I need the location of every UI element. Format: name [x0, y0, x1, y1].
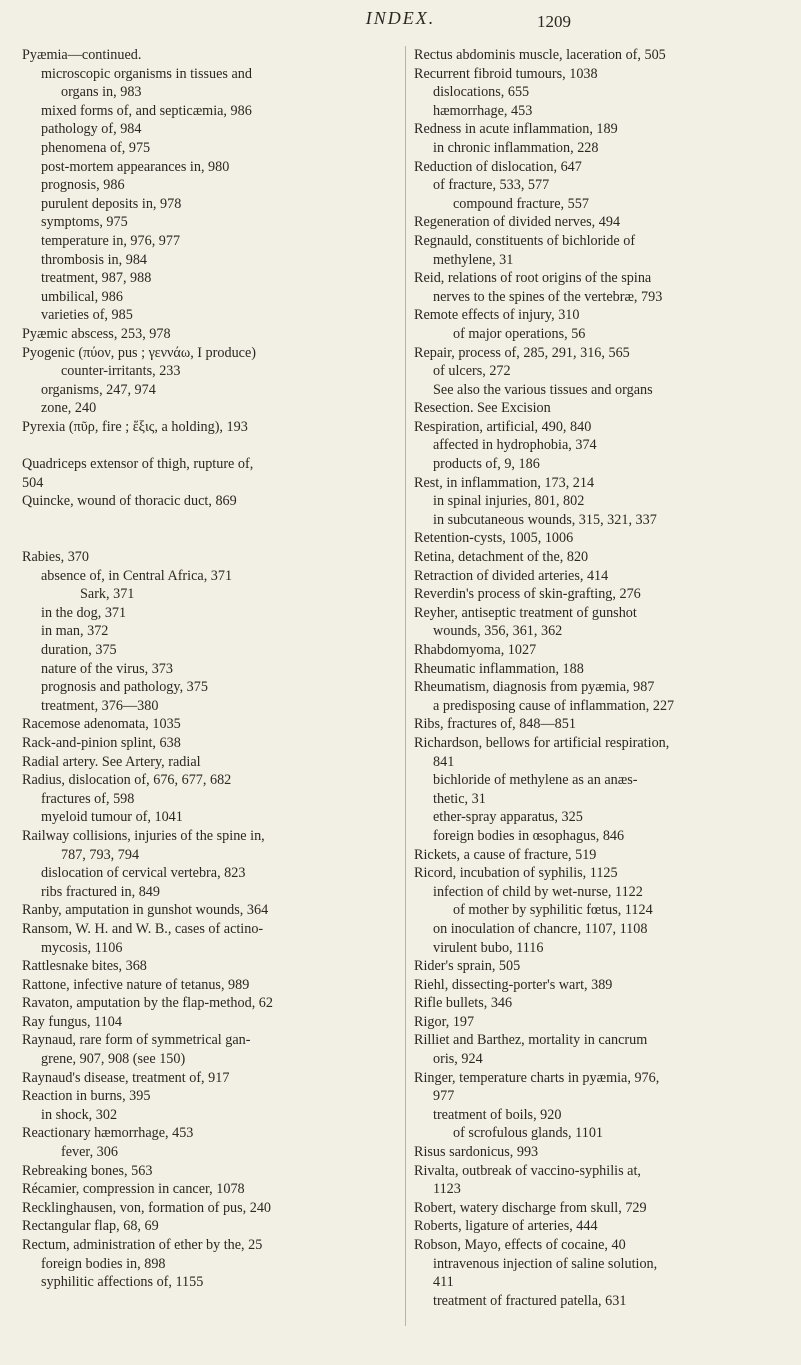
index-subentry: pathology of, 984: [41, 121, 142, 138]
index-entry: Ravaton, amputation by the flap-method, 62: [22, 995, 273, 1012]
index-subentry: of major operations, 56: [453, 325, 586, 342]
index-entry: Reid, relations of root origins of the spina: [414, 270, 652, 287]
index-entry: Robson, Mayo, effects of cocaine, 40: [414, 1237, 626, 1253]
index-subentry: myeloid tumour of, 1041: [41, 809, 183, 826]
index-subentry: symptoms, 975: [41, 214, 128, 231]
index-entry: Repair, process of, 285, 291, 316, 565: [414, 344, 630, 361]
index-subentry: wounds, 356, 361, 362: [433, 623, 563, 640]
index-subentry: varieties of, 985: [41, 307, 133, 324]
index-subentry: nature of the virus, 373: [41, 660, 173, 677]
index-subentry: in the dog, 371: [41, 604, 127, 621]
index-subentry: mixed forms of, and septicæmia, 986: [41, 102, 252, 119]
index-subentry: of fracture, 533, 577: [433, 177, 550, 194]
index-entry: Rivalta, outbreak of vaccino-syphilis at,: [414, 1162, 641, 1179]
index-entry: Rickets, a cause of fracture, 519: [414, 846, 597, 863]
index-entry: Rheumatic inflammation, 188: [414, 660, 584, 677]
index-entry: Richardson, bellows for artificial respiration,: [414, 734, 670, 751]
index-spacer: [22, 436, 400, 455]
index-entry: Rebreaking bones, 563: [22, 1162, 153, 1179]
index-subentry: in chronic inflammation, 228: [433, 139, 599, 156]
index-subentry: counter-irritants, 233: [61, 363, 181, 380]
index-entry: Recklinghausen, von, formation of pus, 240: [22, 1199, 272, 1216]
index-entry: Rattone, infective nature of tetanus, 989: [22, 976, 250, 993]
index-entry: Ray fungus, 1104: [22, 1013, 122, 1030]
index-entry: Risus sardonicus, 993: [414, 1144, 539, 1161]
index-entry: Ricord, incubation of syphilis, 1125: [414, 865, 618, 882]
index-entry: Reyher, antiseptic treatment of gunshot: [414, 604, 637, 621]
index-entry: Reverdin's process of skin-grafting, 276: [414, 586, 641, 603]
index-entry: Rheumatism, diagnosis from pyæmia, 987: [414, 679, 655, 696]
index-entry: Reduction of dislocation, 647: [414, 158, 582, 175]
running-title: INDEX.: [365, 8, 436, 28]
index-entry: Pyæmic abscess, 253, 978: [22, 325, 171, 342]
index-entry: Rider's sprain, 505: [414, 958, 521, 975]
index-subentry: zone, 240: [41, 400, 97, 417]
index-column-left: [22, 46, 400, 1292]
index-subentry: purulent deposits in, 978: [41, 195, 182, 212]
index-subentry: in subcutaneous wounds, 315, 321, 337: [433, 511, 657, 528]
index-subentry: 411: [433, 1274, 454, 1291]
index-entry: Ransom, W. H. and W. B., cases of actino-: [22, 920, 264, 937]
index-subentry: a predisposing cause of inflammation, 227: [433, 697, 675, 714]
page-header: [0, 0, 801, 44]
index-subentry: bichloride of methylene as an anæs-: [433, 772, 638, 789]
index-subentry: umbilical, 986: [41, 288, 123, 305]
index-subentry: prognosis and pathology, 375: [41, 679, 208, 696]
index-entry: Pyæmia—continued.: [22, 47, 142, 63]
index-subentry: ether-spray apparatus, 325: [433, 809, 583, 826]
index-subentry: 977: [433, 1088, 455, 1105]
column-divider: [405, 46, 406, 1326]
index-column-right: [414, 46, 784, 1310]
index-entry: Retraction of divided arteries, 414: [414, 567, 609, 584]
index-subentry: virulent bubo, 1116: [433, 939, 544, 956]
index-entry: Racemose adenomata, 1035: [22, 716, 181, 733]
index-subentry: treatment of boils, 920: [433, 1106, 562, 1123]
index-entry: Respiration, artificial, 490, 840: [414, 418, 592, 435]
index-subentry: nerves to the spines of the vertebræ, 793: [433, 288, 663, 305]
index-entry: Robert, watery discharge from skull, 729: [414, 1199, 647, 1216]
index-entry: Reactionary hæmorrhage, 453: [22, 1125, 194, 1142]
index-entry: Rectangular flap, 68, 69: [22, 1218, 159, 1235]
index-entry: Raynaud, rare form of symmetrical gan-: [22, 1032, 251, 1049]
index-entry: 504: [22, 474, 44, 491]
index-subentry: treatment, 376—380: [41, 697, 159, 714]
index-subentry: dislocation of cervical vertebra, 823: [41, 865, 246, 882]
index-entry: Retention-cysts, 1005, 1006: [414, 530, 574, 547]
index-subentry: syphilitic affections of, 1155: [41, 1274, 204, 1291]
index-subentry: temperature in, 976, 977: [41, 232, 181, 249]
index-subentry: Sark, 371: [80, 586, 135, 603]
index-subentry: absence of, in Central Africa, 371: [41, 567, 233, 584]
index-subentry: products of, 9, 186: [433, 456, 540, 473]
index-entry: Quincke, wound of thoracic duct, 869: [22, 493, 237, 510]
index-subentry: ribs fractured in, 849: [41, 883, 160, 900]
index-subentry: compound fracture, 557: [453, 195, 589, 212]
index-entry: Rilliet and Barthez, mortality in cancrum: [414, 1032, 648, 1049]
index-entry: Reaction in burns, 395: [22, 1088, 151, 1105]
index-subentry: mycosis, 1106: [41, 939, 123, 956]
index-entry: Remote effects of injury, 310: [414, 307, 580, 324]
index-subentry: 1123: [433, 1181, 461, 1198]
index-subentry: thetic, 31: [433, 790, 486, 807]
index-entry: Rabies, 370: [22, 549, 89, 566]
index-entry: Quadriceps extensor of thigh, rupture of,: [22, 456, 254, 473]
index-entry: Récamier, compression in cancer, 1078: [22, 1181, 245, 1198]
index-entry: Roberts, ligature of arteries, 444: [414, 1218, 598, 1235]
index-entry: Radius, dislocation of, 676, 677, 682: [22, 772, 232, 789]
index-entry: Radial artery. See Artery, radial: [22, 753, 201, 770]
index-subentry: intravenous injection of saline solution,: [433, 1255, 658, 1272]
index-subentry: of ulcers, 272: [433, 363, 511, 380]
index-subentry: grene, 907, 908 (see 150): [41, 1051, 186, 1068]
index-subentry: 841: [433, 753, 455, 770]
index-subentry: post-mortem appearances in, 980: [41, 158, 230, 175]
index-entry: Rifle bullets, 346: [414, 995, 513, 1012]
index-entry: Resection. See Excision: [414, 400, 551, 417]
index-entry: Ringer, temperature charts in pyæmia, 976,: [414, 1069, 660, 1086]
index-entry: Regeneration of divided nerves, 494: [414, 214, 621, 231]
index-entry: Redness in acute inflammation, 189: [414, 121, 618, 138]
index-subentry: foreign bodies in œsophagus, 846: [433, 827, 625, 844]
index-entry: Railway collisions, injuries of the spine in,: [22, 827, 265, 844]
index-entry: Pyogenic (πύον, pus ; γεννάω, I produce): [22, 344, 256, 361]
index-subentry: on inoculation of chancre, 1107, 1108: [433, 920, 648, 937]
index-subentry: organisms, 247, 974: [41, 381, 156, 398]
index-entry: Pyrexia (πῦρ, fire ; ἕξις, a holding), 193: [22, 418, 248, 435]
page-number: 1209: [537, 12, 571, 31]
index-subentry: See also the various tissues and organs: [433, 381, 653, 398]
index-entry: Ribs, fractures of, 848—851: [414, 716, 576, 733]
index-entry: Rack-and-pinion splint, 638: [22, 734, 181, 751]
index-subentry: infection of child by wet-nurse, 1122: [433, 883, 643, 900]
index-subentry: prognosis, 986: [41, 177, 125, 194]
index-subentry: foreign bodies in, 898: [41, 1255, 166, 1272]
index-subentry: duration, 375: [41, 642, 117, 658]
index-subentry: methylene, 31: [433, 251, 514, 268]
index-entry: Regnauld, constituents of bichloride of: [414, 232, 636, 249]
index-subentry: organs in, 983: [61, 84, 142, 101]
index-entry: Rattlesnake bites, 368: [22, 958, 147, 975]
index-entry: Recurrent fibroid tumours, 1038: [414, 65, 598, 82]
index-subentry: treatment, 987, 988: [41, 270, 152, 287]
index-subentry: 787, 793, 794: [61, 846, 140, 863]
index-entry: Rest, in inflammation, 173, 214: [414, 474, 595, 491]
index-spacer: [22, 511, 400, 530]
index-entry: Retina, detachment of the, 820: [414, 549, 589, 566]
index-entry: Rigor, 197: [414, 1013, 475, 1030]
index-subentry: of scrofulous glands, 1101: [453, 1125, 604, 1142]
index-subentry: microscopic organisms in tissues and: [41, 65, 252, 82]
index-subentry: oris, 924: [433, 1051, 483, 1068]
index-subentry: fever, 306: [61, 1144, 118, 1161]
index-entry: Rectus abdominis muscle, laceration of, 505: [414, 47, 666, 63]
index-entry: Raynaud's disease, treatment of, 917: [22, 1069, 230, 1086]
index-entry: Ranby, amputation in gunshot wounds, 364: [22, 902, 269, 919]
index-subentry: of mother by syphilitic fœtus, 1124: [453, 902, 653, 919]
index-subentry: in shock, 302: [41, 1106, 118, 1123]
index-subentry: fractures of, 598: [41, 790, 135, 807]
index-entry: Rectum, administration of ether by the, 25: [22, 1237, 263, 1253]
index-subentry: in spinal injuries, 801, 802: [433, 493, 585, 510]
index-subentry: in man, 372: [41, 623, 109, 640]
index-entry: Riehl, dissecting-porter's wart, 389: [414, 976, 613, 993]
index-entry: Rhabdomyoma, 1027: [414, 642, 537, 658]
index-spacer: [22, 529, 400, 548]
index-subentry: dislocations, 655: [433, 84, 530, 101]
index-subentry: treatment of fractured patella, 631: [433, 1292, 627, 1309]
index-subentry: hæmorrhage, 453: [433, 102, 533, 119]
index-subentry: phenomena of, 975: [41, 139, 151, 156]
index-subentry: thrombosis in, 984: [41, 251, 148, 268]
index-subentry: affected in hydrophobia, 374: [433, 437, 597, 454]
